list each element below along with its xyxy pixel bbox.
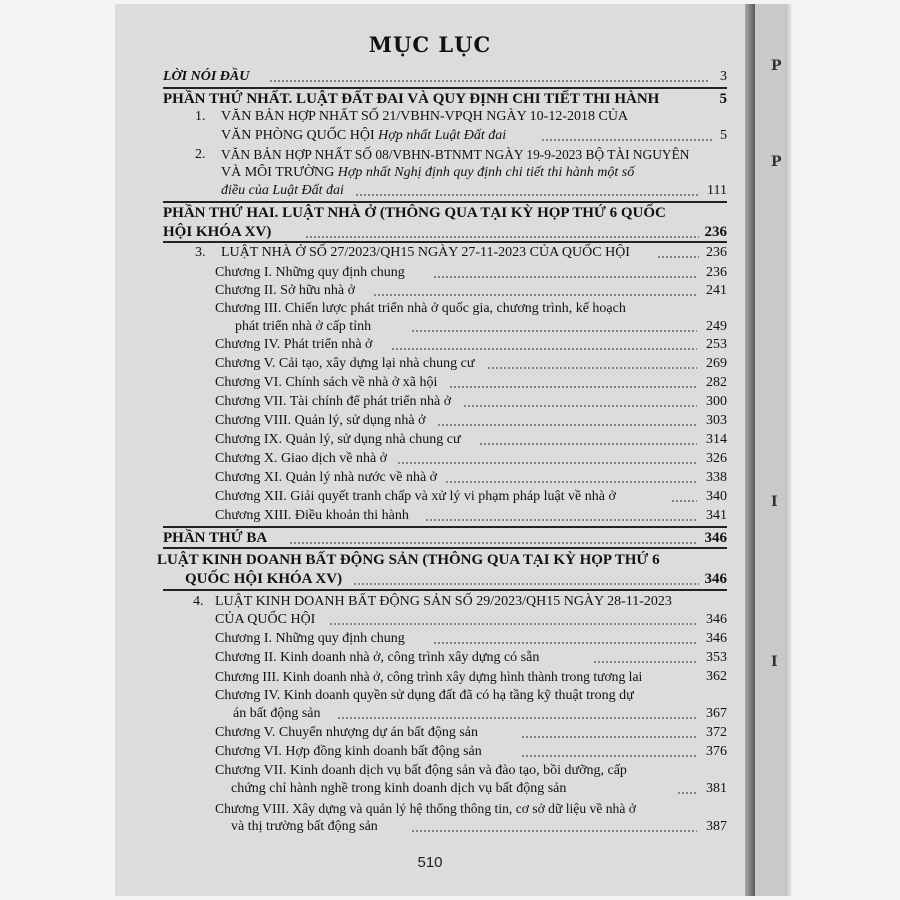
toc-item3-page: 236 xyxy=(706,245,727,260)
dot-leader xyxy=(355,194,699,196)
divider xyxy=(163,201,727,203)
chapter-page: 269 xyxy=(706,356,727,371)
toc-housing-chapter[interactable] xyxy=(215,374,727,392)
toc-item1-line2a: VĂN PHÒNG QUỐC HỘI xyxy=(221,128,379,143)
chapter-page: 253 xyxy=(706,337,727,352)
toc-part3-law-line1: LUẬT KINH DOANH BẤT ĐỘNG SẢN (THÔNG QUA TẠI KỲ HỌP THỨ 6 xyxy=(157,552,660,568)
toc-part3-law[interactable] xyxy=(185,570,727,589)
dot-leader xyxy=(445,481,697,483)
book-gutter xyxy=(745,4,755,896)
toc-part2[interactable] xyxy=(163,223,727,242)
adjacent-page-letter: I xyxy=(771,654,778,670)
chapter-page: 387 xyxy=(706,819,727,834)
dot-leader xyxy=(541,139,713,141)
toc-housing-chapter[interactable] xyxy=(215,355,727,373)
toc-housing-chapter[interactable] xyxy=(215,412,727,430)
toc-item2-line2 xyxy=(221,164,634,182)
chapter-label: Chương I. Những quy định chung xyxy=(215,265,405,280)
toc-part2-line2: HỘI KHÓA XV) xyxy=(163,224,272,240)
toc-item1[interactable] xyxy=(221,127,727,145)
chapter-label: Chương I. Những quy định chung xyxy=(215,631,405,646)
toc-realestate-chapter[interactable] xyxy=(215,780,727,798)
dot-leader xyxy=(463,405,697,407)
dot-leader xyxy=(411,330,697,332)
chapter-label: Chương III. Chiến lược phát triển nhà ở quốc gia, chương trình, kế hoạch xyxy=(215,301,626,316)
toc-housing-chapter[interactable] xyxy=(215,469,727,487)
chapter-page: 326 xyxy=(706,451,727,466)
dot-leader xyxy=(521,736,697,738)
chapter-page: 362 xyxy=(706,669,727,684)
toc-realestate-chapter[interactable] xyxy=(215,630,727,648)
toc-item4-line1: LUẬT KINH DOANH BẤT ĐỘNG SẢN SỐ 29/2023/QH15 NGÀY 28-11-2023 xyxy=(215,594,672,609)
toc-item4-page: 346 xyxy=(706,612,727,627)
toc-item4-number: 4. xyxy=(193,594,204,609)
dot-leader xyxy=(657,256,699,258)
chapter-label: Chương VI. Chính sách về nhà ở xã hội xyxy=(215,375,438,390)
toc-housing-chapter[interactable] xyxy=(215,282,727,300)
chapter-label: Chương III. Kinh doanh nhà ở, công trình xây dựng hình thành trong tương lai xyxy=(215,669,643,684)
dot-leader xyxy=(397,462,697,464)
dot-leader xyxy=(437,424,697,426)
toc-item2-line3: điều của Luật Đất đai xyxy=(221,183,344,198)
dot-leader xyxy=(391,348,697,350)
toc-item3[interactable] xyxy=(221,244,727,262)
toc-part3-law-line2: QUỐC HỘI KHÓA XV) xyxy=(185,571,343,587)
chapter-page: 241 xyxy=(706,283,727,298)
chapter-page: 338 xyxy=(706,470,727,485)
page-edge-shadow xyxy=(785,4,793,896)
toc-preface[interactable] xyxy=(163,68,727,86)
divider xyxy=(163,241,727,243)
toc-item1-page: 5 xyxy=(720,128,727,143)
chapter-label: Chương VI. Hợp đồng kinh doanh bất động sản xyxy=(215,744,482,759)
dot-leader xyxy=(487,367,697,369)
chapter-label-cont: và thị trường bất động sản xyxy=(231,819,378,834)
chapter-label: Chương IX. Quản lý, sử dụng nhà chung cư xyxy=(215,432,461,447)
divider xyxy=(163,526,727,528)
dot-leader xyxy=(305,236,699,238)
chapter-label: Chương XII. Giải quyết tranh chấp và xử lý vi phạm pháp luật về nhà ở xyxy=(215,489,616,504)
chapter-label: Chương VIII. Quản lý, sử dụng nhà ở xyxy=(215,413,426,428)
dot-leader xyxy=(411,830,697,832)
toc-item4[interactable] xyxy=(215,611,727,629)
adjacent-page-letter: P xyxy=(771,154,782,170)
toc-housing-chapter[interactable] xyxy=(215,488,727,506)
chapter-label: Chương VII. Tài chính để phát triển nhà ở xyxy=(215,394,452,409)
toc-realestate-chapter[interactable] xyxy=(215,705,727,723)
chapter-label: Chương XIII. Điều khoản thi hành xyxy=(215,508,409,523)
dot-leader xyxy=(671,500,697,502)
dot-leader xyxy=(479,443,697,445)
chapter-label: Chương X. Giao dịch về nhà ở xyxy=(215,451,388,466)
divider xyxy=(163,589,727,591)
dot-leader xyxy=(337,717,697,719)
dot-leader xyxy=(289,542,697,544)
chapter-page: 236 xyxy=(706,265,727,280)
divider xyxy=(163,547,727,549)
toc-preface-page: 3 xyxy=(720,69,727,84)
toc-item3-number: 3. xyxy=(195,245,206,260)
toc-realestate-chapter[interactable] xyxy=(215,724,727,742)
dot-leader xyxy=(449,386,697,388)
book-page xyxy=(115,4,745,896)
toc-part3-law-page: 346 xyxy=(704,571,727,587)
page-number: 510 xyxy=(417,854,443,871)
chapter-page: 282 xyxy=(706,375,727,390)
toc-preface-label: LỜI NÓI ĐẦU xyxy=(163,69,250,84)
toc-part3-page: 346 xyxy=(704,530,727,546)
toc-item2-line2a: VÀ MÔI TRƯỜNG xyxy=(221,165,338,180)
chapter-page: 314 xyxy=(706,432,727,447)
chapter-label: Chương IV. Kinh doanh quyền sử dụng đất đã có hạ tầng kỹ thuật trong dự xyxy=(215,688,634,703)
chapter-label: Chương XI. Quản lý nhà nước về nhà ở xyxy=(215,470,438,485)
divider xyxy=(163,87,727,89)
chapter-page: 346 xyxy=(706,631,727,646)
toc-item3-label: LUẬT NHÀ Ở SỐ 27/2023/QH15 NGÀY 27-11-2023 CỦA QUỐC HỘI xyxy=(221,245,630,260)
toc-item1-line1: VĂN BẢN HỢP NHẤT SỐ 21/VBHN-VPQH NGÀY 10-12-2018 CỦA xyxy=(221,109,629,124)
toc-item4-line2: CỦA QUỐC HỘI xyxy=(215,612,316,627)
toc-item2-line1: VĂN BẢN HỢP NHẤT SỐ 08/VBHN-BTNMT NGÀY 19-9-2023 BỘ TÀI NGUYÊN xyxy=(221,147,690,162)
dot-leader xyxy=(329,623,697,625)
toc-part3[interactable] xyxy=(163,529,727,548)
dot-leader xyxy=(593,661,697,663)
toc-housing-chapter[interactable] xyxy=(215,318,727,336)
toc-part2-line1: PHẦN THỨ HAI. LUẬT NHÀ Ở (THÔNG QUA TẠI KỲ HỌP THỨ 6 QUỐC xyxy=(163,205,666,221)
chapter-page: 341 xyxy=(706,508,727,523)
chapter-page: 300 xyxy=(706,394,727,409)
dot-leader xyxy=(425,519,697,521)
adjacent-page-letter: I xyxy=(771,494,778,510)
chapter-label-cont: án bất động sản xyxy=(233,706,321,721)
toc-housing-chapter[interactable] xyxy=(215,264,727,282)
dot-leader xyxy=(269,80,709,82)
chapter-page: 381 xyxy=(706,781,727,796)
chapter-page: 372 xyxy=(706,725,727,740)
toc-housing-chapter[interactable] xyxy=(215,450,727,468)
dot-leader xyxy=(677,792,697,794)
adjacent-page-letter: P xyxy=(771,58,782,74)
toc-part3-label: PHẦN THỨ BA xyxy=(163,530,268,546)
page-title: MỤC LỤC xyxy=(368,32,492,57)
toc-part1-page: 5 xyxy=(719,91,727,107)
dot-leader xyxy=(433,276,697,278)
chapter-label: Chương V. Cải tạo, xây dựng lại nhà chung cư xyxy=(215,356,475,371)
toc-part1[interactable] xyxy=(163,90,727,109)
toc-part2-page: 236 xyxy=(704,224,727,240)
chapter-label: Chương II. Kinh doanh nhà ở, công trình xây dựng có sẵn xyxy=(215,650,540,665)
chapter-label: Chương VIII. Xây dựng và quản lý hệ thống thông tin, cơ sở dữ liệu về nhà ở xyxy=(215,801,636,816)
dot-leader xyxy=(521,755,697,757)
toc-realestate-chapter[interactable] xyxy=(215,668,727,686)
dot-leader xyxy=(353,583,699,585)
toc-realestate-chapter[interactable] xyxy=(215,743,727,761)
chapter-label: Chương VII. Kinh doanh dịch vụ bất động sản và đào tạo, bồi dưỡng, cấp xyxy=(215,763,627,778)
toc-item1-number: 1. xyxy=(195,109,206,124)
chapter-label-cont: chứng chỉ hành nghề trong kinh doanh dịch vụ bất động sản xyxy=(231,781,567,796)
chapter-label: Chương IV. Phát triển nhà ở xyxy=(215,337,373,352)
adjacent-page xyxy=(755,4,785,896)
toc-item1-line2b: Hợp nhất Luật Đất đai xyxy=(378,128,507,143)
toc-realestate-chapter[interactable] xyxy=(215,818,727,836)
toc-housing-chapter[interactable] xyxy=(215,393,727,411)
chapter-label-cont: phát triển nhà ở cấp tỉnh xyxy=(235,319,372,334)
toc-item2-page: 111 xyxy=(707,183,727,198)
toc-item2[interactable] xyxy=(221,182,727,200)
chapter-page: 303 xyxy=(706,413,727,428)
chapter-page: 249 xyxy=(706,319,727,334)
toc-housing-chapter[interactable] xyxy=(215,336,727,354)
toc-part1-label: PHẦN THỨ NHẤT. LUẬT ĐẤT ĐAI VÀ QUY ĐỊNH CHI TIẾT THI HÀNH xyxy=(163,91,660,107)
chapter-page: 340 xyxy=(706,489,727,504)
chapter-label: Chương V. Chuyển nhượng dự án bất động sản xyxy=(215,725,478,740)
toc-item2-line2b: Hợp nhất Nghị định quy định chi tiết thi hành một số xyxy=(337,165,635,180)
chapter-page: 376 xyxy=(706,744,727,759)
chapter-page: 353 xyxy=(706,650,727,665)
toc-item2-number: 2. xyxy=(195,147,206,162)
chapter-page: 367 xyxy=(706,706,727,721)
chapter-label: Chương II. Sở hữu nhà ở xyxy=(215,283,356,298)
toc-realestate-chapter[interactable] xyxy=(215,649,727,667)
dot-leader xyxy=(433,642,697,644)
toc-housing-chapter[interactable] xyxy=(215,431,727,449)
dot-leader xyxy=(373,294,697,296)
toc-housing-chapter[interactable] xyxy=(215,507,727,525)
